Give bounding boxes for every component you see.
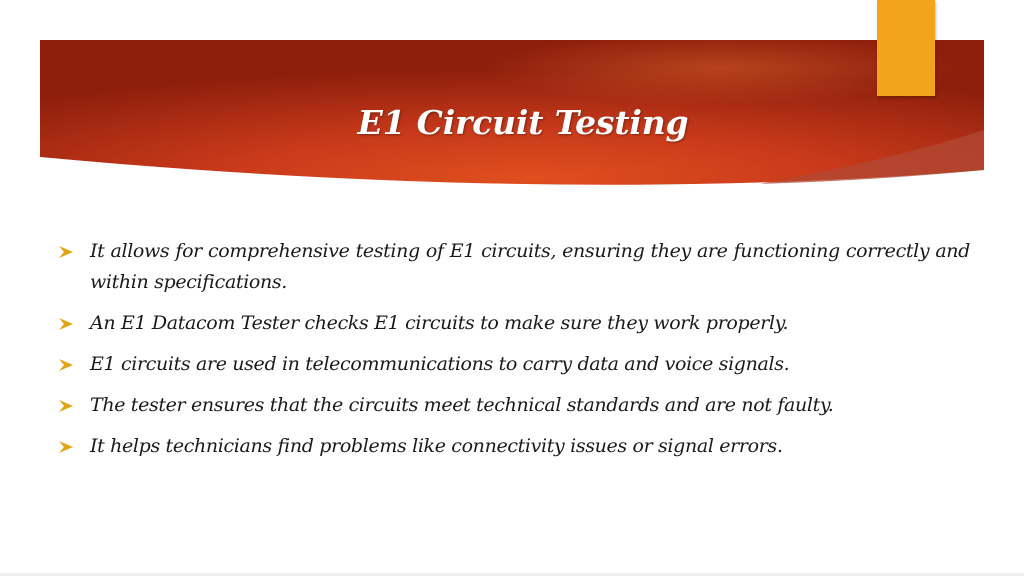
bullet-text: It allows for comprehensive testing of E1 circuits, ensuring they are functioning correctly and within specifications. <box>90 240 970 293</box>
list-item <box>58 431 970 462</box>
list-item <box>58 308 970 339</box>
arrowhead-bullet-icon <box>58 398 74 414</box>
list-item <box>58 236 970 298</box>
arrowhead-bullet-icon <box>58 316 74 332</box>
slide-title: E1 Circuit Testing <box>357 103 689 142</box>
accent-tab <box>877 0 935 96</box>
bullet-text: E1 circuits are used in telecommunications to carry data and voice signals. <box>90 353 790 375</box>
bullet-list <box>58 236 970 472</box>
bullet-text: The tester ensures that the circuits meet technical standards and are not faulty. <box>90 394 834 416</box>
arrowhead-bullet-icon <box>58 439 74 455</box>
list-item <box>58 390 970 421</box>
list-item <box>58 349 970 380</box>
bullet-text: It helps technicians find problems like connectivity issues or signal errors. <box>90 435 783 457</box>
arrowhead-bullet-icon <box>58 357 74 373</box>
arrowhead-bullet-icon <box>58 244 74 260</box>
bullet-text: An E1 Datacom Tester checks E1 circuits to make sure they work properly. <box>90 312 789 334</box>
